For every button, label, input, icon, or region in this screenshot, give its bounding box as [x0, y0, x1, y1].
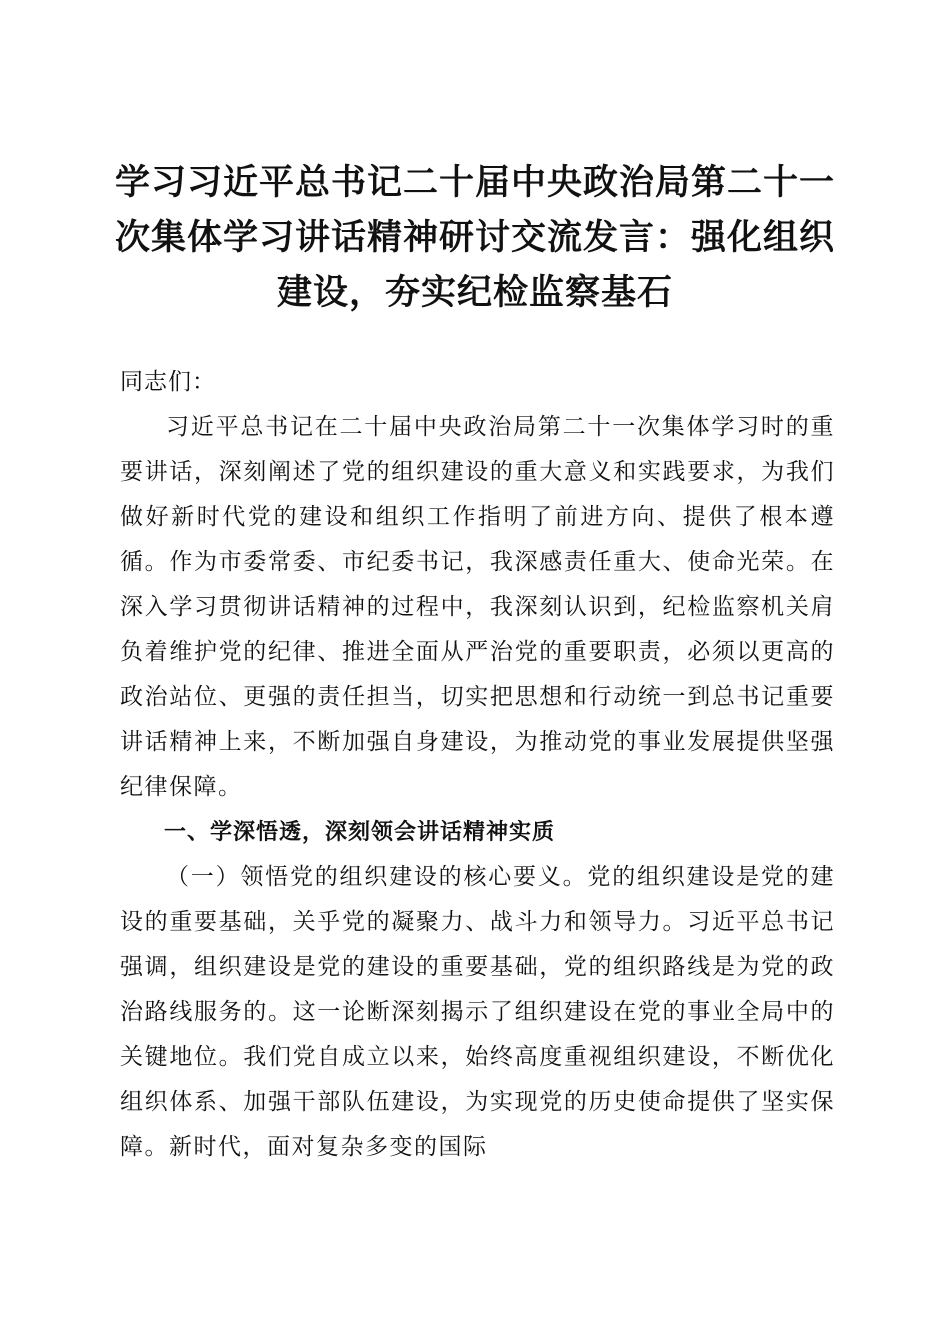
- title-line-3: 建设，夯实纪检监察基石: [276, 273, 673, 313]
- document-title: [110, 156, 840, 321]
- section-heading: 一、学深悟透，深刻领会讲话精神实质: [164, 820, 556, 845]
- document-body: [120, 360, 835, 1170]
- section-paragraph: （一）领悟党的组织建设的核心要义。党的组织建设是党的建设的重要基础，关乎党的凝聚力、战斗力和领导力。习近平总书记强调，组织建设是党的建设的重要基础，党的组织路线是为党的政治路线服务的。这一论断深刻揭示了组织建设在党的事业全局中的关键地位。我们党自成立以来，始终高度重视组织建设，不断优化组织体系、加强干部队伍建设，为实现党的历史使命提供了坚实保障。新时代，面对复杂多变的国际: [120, 864, 835, 1160]
- intro-paragraph: 习近平总书记在二十届中央政治局第二十一次集体学习时的重要讲话，深刻阐述了党的组织建设的重大意义和实践要求，为我们做好新时代党的建设和组织工作指明了前进方向、提供了根本遵循。作为市委常委、市纪委书记，我深感责任重大、使命光荣。在深入学习贯彻讲话精神的过程中，我深刻认识到，纪检监察机关肩负着维护党的纪律、推进全面从严治党的重要职责，必须以更高的政治站位、更强的责任担当，切实把思想和行动统一到总书记重要讲话精神上来，不断加强自身建设，为推动党的事业发展提供坚强纪律保障。: [120, 414, 835, 800]
- title-line-1: 学习习近平总书记二十届中央政治局第二十一: [114, 163, 835, 203]
- title-line-2: 次集体学习讲话精神研讨交流发言：强化组织: [114, 218, 835, 258]
- salutation: 同志们：: [120, 369, 216, 395]
